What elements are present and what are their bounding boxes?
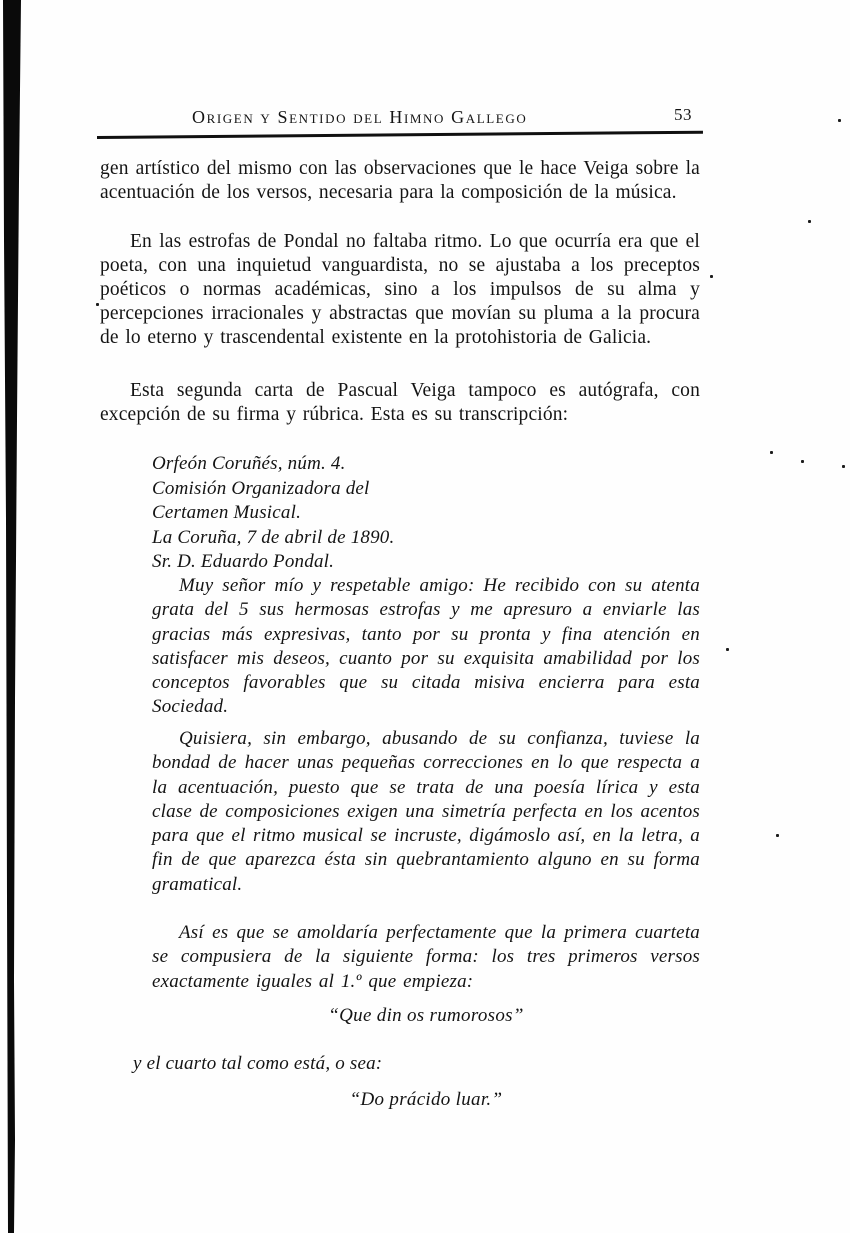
scan-speck — [770, 451, 773, 454]
letter-heading-line: La Coruña, 7 de abril de 1890. — [152, 526, 395, 548]
scan-speck — [776, 834, 779, 837]
scan-speck — [96, 303, 99, 306]
verse-quote: “Que din os rumorosos” — [328, 1005, 524, 1026]
letter-heading-line: Sr. D. Eduardo Pondal. — [152, 551, 335, 572]
body-paragraph: En las estrofas de Pondal no faltaba ritmo. Lo que ocurría era que el poeta, con una inquietud vanguardista, no se ajustaba a los preceptos poéticos o normas académicas, sino a los impulsos de su alma y percepciones irracionales y abstractas que movían su pluma a la procura de lo eterno y trascendental existente en la protohistoria de Galicia. — [100, 231, 700, 348]
running-title: Origen y Sentido del Himno Gallego — [192, 107, 528, 127]
letter-heading-line: Comisión Organizadora del — [152, 477, 370, 499]
scan-speck — [808, 220, 811, 223]
header-rule — [97, 131, 703, 140]
page-number: 53 — [674, 105, 692, 124]
scan-speck — [726, 648, 729, 651]
letter-heading-line: Orfeón Coruñés, núm. 4. — [152, 453, 346, 474]
scan-speck — [842, 465, 845, 468]
letter-paragraph: Muy señor mío y respetable amigo: He recibido con su atenta grata del 5 sus hermosas estrofas y me apresuro a enviarle las gracias más expresivas, tanto por su pronta y fina atención en satisfacer mis deseos, cuanto por su exquisita amabilidad por los conceptos favorables que su citada misiva encierra para esta Sociedad. — [152, 575, 700, 718]
scan-speck — [838, 119, 841, 122]
letter-paragraph: Así es que se amoldaría perfectamente que la primera cuarteta se compusiera de la siguiente forma: los tres primeros versos exactamente iguales al 1.º que empieza: — [152, 922, 700, 992]
letter-paragraph: Quisiera, sin embargo, abusando de su confianza, tuviese la bondad de hacer unas pequeñas correcciones en lo que respecta a la acentuación, puesto que se trata de una poesía lírica y esta clase de composiciones exigen una simetría perfecta en los acentos para que el ritmo musical se incruste, digámoslo así, en la letra, a fin de que aparezca ésta sin quebrantamiento alguno en su forma gramatical. — [152, 728, 700, 895]
letter-continuation-line: y el cuarto tal como está, o sea: — [133, 1053, 383, 1074]
letter-heading-line: Certamen Musical. — [152, 502, 302, 523]
body-paragraph: Esta segunda carta de Pascual Veiga tampoco es autógrafa, con excepción de su firma y rúbrica. Esta es su transcripción: — [100, 380, 700, 425]
body-paragraph-continuation: gen artístico del mismo con las observaciones que le hace Veiga sobre la acentuación de los versos, necesaria para la composición de la música. — [100, 158, 700, 203]
scan-gutter-shadow — [0, 0, 26, 1233]
scan-speck — [801, 460, 804, 463]
scan-speck — [710, 275, 713, 278]
verse-quote: “Do prácido luar.” — [349, 1089, 503, 1110]
